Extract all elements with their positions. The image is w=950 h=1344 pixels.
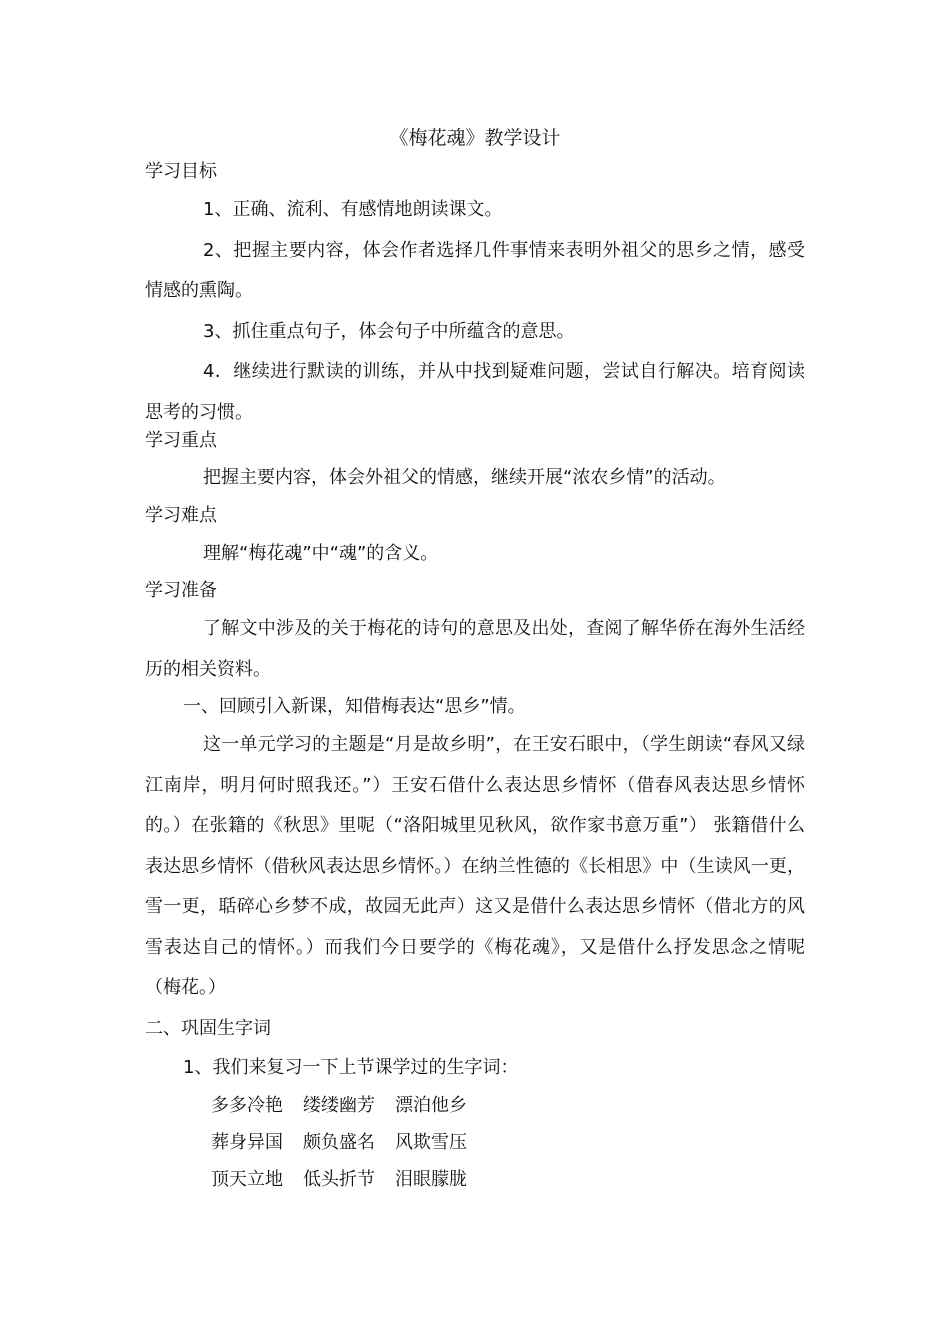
word-row bbox=[211, 1093, 487, 1119]
vocab-word: 颇负盛名 bbox=[303, 1132, 375, 1153]
word-row bbox=[211, 1167, 487, 1193]
vocab-word: 漂泊他乡 bbox=[395, 1095, 467, 1116]
prep-text: 了解文中涉及的关于梅花的诗句的意思及出处，查阅了解华侨在海外生活经历的相关资料。 bbox=[145, 618, 805, 680]
goal-item: 3、抓住重点句子，体会句子中所蕴含的意思。 bbox=[203, 320, 575, 342]
part1-text-wrap bbox=[145, 725, 805, 1009]
goal-item: 2、把握主要内容，体会作者选择几件事情来表明外祖父的思乡之情，感受情感的熏陶。 bbox=[145, 239, 805, 301]
vocab-word: 缕缕幽芳 bbox=[303, 1095, 375, 1116]
part1-heading: 一、回顾引入新课，知借梅表达“思乡”情。 bbox=[183, 696, 526, 717]
document-title: 《梅花魂》教学设计 bbox=[389, 127, 561, 149]
goals-list bbox=[145, 190, 805, 433]
focus-text-wrap bbox=[145, 458, 805, 499]
vocab-word: 风欺雪压 bbox=[395, 1132, 467, 1153]
vocab-word: 葬身异国 bbox=[211, 1132, 283, 1153]
section-heading-prep: 学习准备 bbox=[145, 580, 217, 601]
vocab-word: 泪眼朦胧 bbox=[395, 1169, 467, 1190]
section-heading-focus: 学习重点 bbox=[145, 430, 217, 451]
difficulty-text: 理解“梅花魂”中“魂”的含义。 bbox=[203, 543, 439, 564]
focus-text: 把握主要内容，体会外祖父的情感，继续开展“浓农乡情”的活动。 bbox=[203, 467, 726, 488]
section-heading-difficulty: 学习难点 bbox=[145, 505, 217, 526]
difficulty-text-wrap bbox=[145, 534, 805, 575]
prep-text-wrap bbox=[145, 609, 805, 690]
goal-item: 4．继续进行默读的训练，并从中找到疑难问题，尝试自行解决。培育阅读思考的习惯。 bbox=[145, 361, 805, 423]
word-row bbox=[211, 1130, 487, 1156]
section-heading-goals: 学习目标 bbox=[145, 161, 217, 182]
part1-text: 这一单元学习的主题是“月是故乡明”，在王安石眼中，（学生朗读“春风又绿江南岸，明月何时照我还。”）王安石借什么表达思乡情怀（借春风表达思乡情怀的。）在张籍的《秋思》里呢（“洛阳城里见秋风，欲作家书意万重”） 张籍借什么表达思乡情怀（借秋风表达思乡情怀。）在纳兰性德的《长相思》中（生读风一更，雪一更，聒碎心乡梦不成，故园无此声）这又是借什么表达思乡情怀（借北方的风雪表达自己的情怀。）而我们今日要学的《梅花魂》，又是借什么抒发思念之情呢（梅花。） bbox=[145, 734, 805, 998]
vocab-word: 多多冷艳 bbox=[211, 1095, 283, 1116]
vocab-word: 顶天立地 bbox=[211, 1169, 283, 1190]
part2-intro: 1、我们来复习一下上节课学过的生字词： bbox=[183, 1057, 519, 1078]
part2-heading: 二、巩固生字词 bbox=[145, 1018, 271, 1039]
vocab-word: 低头折节 bbox=[303, 1169, 375, 1190]
goal-item: 1、正确、流利、有感情地朗读课文。 bbox=[203, 199, 503, 220]
